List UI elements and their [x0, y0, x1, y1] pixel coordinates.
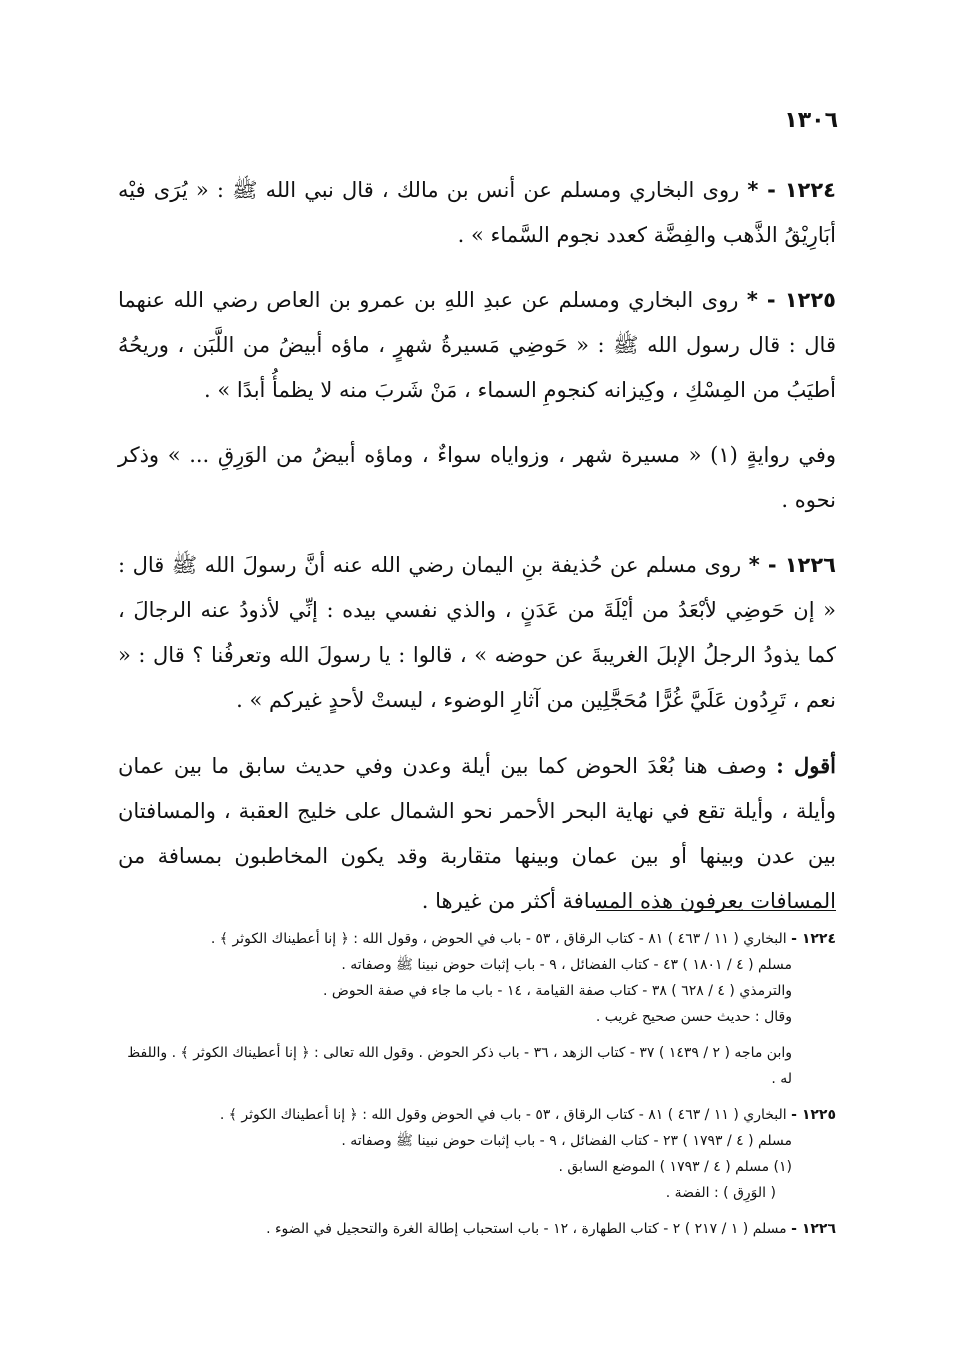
footnote-number: ١٢٢٤ -: [791, 931, 836, 947]
footnote-text: البخاري ( ١١ / ٤٦٣ ) ٨١ - كتاب الرقاق ، ٥٣ - باب في الحوض وقول الله : ﴿ إنا أعطيناك الكوثر ﴾ .: [219, 1107, 787, 1123]
hadith-1226: [118, 543, 836, 723]
hadith-number: ١٢٢٦ - *: [748, 553, 836, 577]
footnote-text: ( الوَرِق ) : الفضة .: [665, 1185, 776, 1201]
footnotes: [118, 926, 836, 1242]
commentary-text: وصف هنا بُعْدَ الحوض كما بين أيلة وعدن وفي حديث سابق ما بين عمان وأيلة ، وأيلة تقع في نهاية البحر الأحمر نحو الشمال على خليج العقبة ، والمسافتان بين عدن وبينها أو بين عمان وبينها متقاربة وقد يكون المخاطبون بمسافة من المسافات يعرفون هذه المسافة أكثر من غيرها .: [118, 754, 836, 913]
footnote-text: والترمذي ( ٤ / ٦٢٨ ) ٣٨ - كتاب صفة القيامة ، ١٤ - باب ما جاء في صفة الحوض .: [323, 983, 792, 999]
footnote-line: [118, 978, 836, 1004]
riwaya-note: [118, 433, 836, 523]
footnote-text: وقال : حديث حسن صحيح غريب .: [595, 1009, 792, 1025]
hadith-1225: [118, 278, 836, 413]
hadith-number: ١٢٢٥ - *: [746, 288, 836, 312]
footnote-line: [118, 1040, 836, 1092]
footnote-text: (١) مسلم ( ٤ / ١٧٩٣ ) الموضع السابق .: [558, 1159, 792, 1175]
footnote-text: وابن ماجه ( ٢ / ١٤٣٩ ) ٣٧ - كتاب الزهد ، ٣٦ - باب ذكر الحوض . وقول الله تعالى : ﴿ إنا أعطيناك الكوثر ﴾ . واللفظ له .: [127, 1045, 792, 1087]
commentary: [118, 743, 836, 924]
footnote-line: [118, 1102, 836, 1128]
hadith-text: روى مسلم عن حُذيفة بنِ اليمان رضي الله عنه أنَّ رسولَ الله ﷺ قال : « إن حَوضِي لأبْعَدُ من أيْلَةَ من عَدَنٍ ، والذي نفسي بيده : إنِّي لأذودُ عنه الرجالَ ، كما يذودُ الرجلُ الإبلَ الغريبةَ عن حوضه » ، قالوا : يا رسولَ الله وتعرفُنا ؟ قال : « نعم ، تَرِدُون عَلَيَّ غُرًّا مُحَجَّلِين من آثارِ الوضوء ، ليستْ لأحدٍ غيركم » .: [118, 553, 836, 712]
footnote-line: [118, 1180, 836, 1206]
riwaya-text: وفي روايةٍ (١) « مسيرة شهر ، وزواياه سواءٌ ، وماؤه أبيضُ من الوَرِقِ ... » وذكر نحوه .: [118, 443, 836, 512]
footnote-text: البخاري ( ١١ / ٤٦٣ ) ٨١ - كتاب الرقاق ، ٥٣ - باب في الحوض ، وقول الله : ﴿ إنا أعطيناك الكوثر ﴾ .: [210, 931, 787, 947]
footnote-text: مسلم ( ٤ / ١٧٩٣ ) ٢٣ - كتاب الفضائل ، ٩ - باب إثبات حوض نبينا ﷺ وصفاته .: [341, 1133, 792, 1149]
hadith-1224: [118, 168, 836, 258]
footnote-number: ١٢٢٥ -: [791, 1107, 836, 1123]
footnote-text: مسلم ( ٤ / ١٨٠١ ) ٤٣ - كتاب الفضائل ، ٩ - باب إثبات حوض نبينا ﷺ وصفاته .: [341, 957, 792, 973]
footnote-divider: [596, 910, 836, 911]
footnote-line: [118, 1128, 836, 1154]
footnote-number: ١٢٢٦ -: [791, 1221, 836, 1237]
commentary-lead: أقول :: [776, 753, 836, 778]
footnote-text: مسلم ( ١ / ٢١٧ ) ٢ - كتاب الطهارة ، ١٢ - باب استحباب إطالة الغرة والتحجيل في الضوء .: [266, 1221, 787, 1237]
main-text: [118, 168, 836, 944]
hadith-text: روى البخاري ومسلم عن أنس بن مالك ، قال نبي الله ﷺ : « يُرَى فيْه أبَارِيْقُ الذَّهب والفِضَّة كعدد نجوم السَّماء » .: [118, 178, 836, 247]
footnote-line: [118, 1004, 836, 1030]
hadith-text: روى البخاري ومسلم عن عبدِ اللهِ بن عمرو بن العاص رضي الله عنهما قال : قال رسول الله ﷺ : « حَوضِي مَسيرةُ شهرٍ ، ماؤه أبيضُ من اللَّبَن ، وريحُهُ أطيَبُ من المِسْكِ ، وكِيزانه كنجومِ السماء ، مَنْ شَربَ منه لا يظمأُ أبدًا » .: [118, 288, 836, 402]
page-number: ١٣٠٦: [784, 108, 838, 133]
footnote-line: [118, 1216, 836, 1242]
footnote-line: [118, 952, 836, 978]
footnote-line: [118, 926, 836, 952]
footnote-line: [118, 1154, 836, 1180]
hadith-number: ١٢٢٤ - *: [747, 178, 836, 202]
